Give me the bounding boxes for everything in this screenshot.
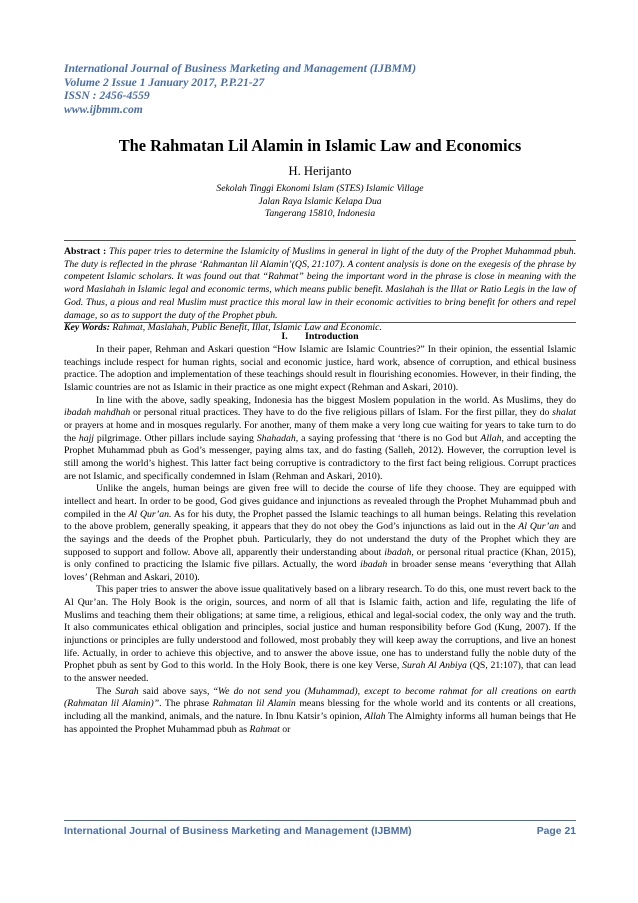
affiliation-line: Jalan Raya Islamic Kelapa Dua [258,195,382,207]
affiliation-line: Tangerang 15810, Indonesia [264,208,376,220]
author-name: H. Herijanto [288,164,352,178]
paragraph: This paper tries to answer the above issue qualitatively based on a library research. To do this, one must revert back to the Al Qur’an. The Holy Book is the origin, sources, and norm of all that is Islamic faith, action and life, regulating the life of Muslims and teaching them their obligations; at same time, a religious, ethical and legal-social codex, the only way and the truth. It also communicates ethical obligation and principles, social justice and human responsibility before God (Kung, 2007). If the injunctions or principles are fully understood and followed, most probably they will keep away the corruptions, and live an honest life. Actually, in order to achieve this objective, and to answer the above issue, one has to understand fully the noble duty of the Prophet pbuh as sent by God to this world. In the Holy Book, there is one key Verse, Surah Al Anbiya (QS, 21:107), that can lead to the answer needed. [64,584,576,685]
footer-journal: International Journal of Business Marketing and Management (IJBMM) [64,826,412,837]
footer-divider [64,820,576,821]
section-title: Introduction [304,331,359,342]
journal-header [64,62,584,116]
divider-bottom [64,322,576,323]
affiliation-line: Sekolah Tinggi Ekonomi Islam (STES) Islamic Village [216,183,424,194]
keywords-text: Rahmat, Maslahah, Public Benefit, Illat, Islamic Law and Economic. [112,322,382,334]
paragraph: Unlike the angels, human beings are given free will to decide the course of life they choose. They are equipped with intellect and heart. In order to be good, God gives guidance and injunctions as revealed through the Prophet Muhammad pbuh and compiled in the Al Qur’an. As for his duty, the Prophet passed the Islamic teachings to all human beings. Relating this revelation to the above problem, generally speaking, it appears that they do not obey the God’s injunctions as laid out in the Al Qur’an and the sayings and the deeds of the Prophet pbuh. Particularly, they do not understand the duty of the Prophet which they are supposed to support and follow. Above all, apparently their understanding about ibadah, or personal ritual practice (Khan, 2015), is only confined to practicing the Islamic five pillars. Actually, the word ibadah in broader sense means ‘everything that Allah loves’ (Rehman and Askari, 2010). [64,483,577,583]
divider-top [64,240,576,241]
journal-url[interactable]: www.ijbmm.com [64,102,143,116]
abstract-text: This paper tries to determine the Islamicity of Muslims in general in light of the duty of the Prophet Muhammad pbuh. The duty is reflected in the phrase ‘Rahmantan lil Alamin’(QS, 21:107). A content analysis is done on the exegesis of the phrase by competent Islamic scholars. It was found out that “Rahmat” being the important word in the phrase is close in meaning with the word Maslahah in Islamic legal and economic terms, which means public benefit. Maslahah is the Illat or Ratio Legis in the law of God. Thus, a pious and real Muslim must practice this moral law in their economic activities to bring benefit for others and repel damage, so as to support the duty of the Prophet pbuh. [64,246,577,321]
page-number: Page 21 [536,826,576,837]
paper-title: The Rahmatan Lil Alamin in Islamic Law and Economics [118,136,522,155]
journal-name: International Journal of Business Marketing and Management (IJBMM) [64,62,417,75]
abstract-label: Abstract : [64,246,107,257]
author-affiliation [64,183,576,221]
paragraph: In their paper, Rehman and Askari question “How Islamic are Islamic Countries?” In their opinion, the essential Islamic teachings include respect for human rights, social and economic justice, hard work, absence of corruption, and ethical business practice. The adoption and implementation of these teachings should result in flourishing economies. However, in their finding, the Islamic countries are not as Islamic in their practice as one might expect (Rehman and Askari, 2010). [64,344,576,393]
paragraph: In line with the above, sadly speaking, Indonesia has the biggest Moslem population in the world. As Muslims, they do ibadah mahdhah or personal ritual practices. They have to do the five religious pillars of Islam. For the first pillar, they do shalat or prayers at home and in mosques regularly. For another, many of them make a very long cue waiting for years to take turn to do the hajj pilgrimage. Other pillars include saying Shahadah, a saying professing that ‘there is no God but Allah, and accepting the Prophet Muhammad pbuh as God’s messenger, paying alms tax, and do fasting (Salleh, 2012). However, the corruption level is still among the world’s highest. This latter fact being corruptive is contradictory to the first fact being religious. Corrupt practices are not Islamic, and specifically condemned in Islam (Rehman and Askari, 2010). [64,394,577,482]
journal-issn: ISSN : 2456-4559 [64,89,150,103]
section-heading [64,331,576,342]
section-number: I. [281,331,288,342]
body-text [64,344,576,736]
journal-volume: Volume 2 Issue 1 January 2017, P.P.21-27 [64,75,265,89]
paragraph: The Surah said above says, “We do not send you (Muhammad), except to become rahmat for all creations on earth (Rahmatan lil Alamin)”. The phrase Rahmatan lil Alamin means blessing for the whole world and its contents or all creations, including all the mankind, animals, and the nature. In Ibnu Katsir’s opinion, Allah The Almighty informs all human beings that He has appointed the Prophet Muhammad pbuh as Rahmat or [64,685,576,735]
keywords-label: Key Words: [64,322,110,334]
